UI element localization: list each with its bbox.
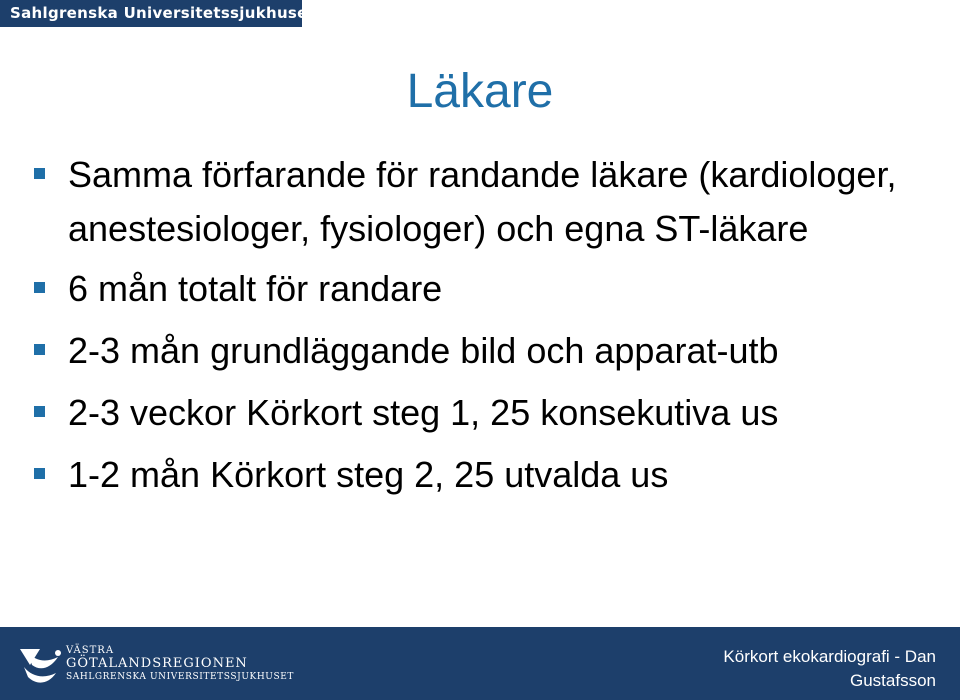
bullet-text: 2-3 veckor Körkort steg 1, 25 konsekutiva us (68, 392, 779, 433)
bullet-item (34, 148, 934, 256)
bullet-item (34, 324, 934, 378)
region-emblem-icon (18, 643, 68, 689)
slide-title: Läkare (406, 65, 554, 118)
footer-band (0, 627, 960, 700)
bullet-text: 2-3 mån grundläggande bild och apparat-utb (68, 330, 779, 371)
square-bullet-icon (34, 282, 45, 293)
square-bullet-icon (34, 468, 45, 479)
logo-line-2: GÖTALANDSREGIONEN (66, 656, 248, 671)
bullet-text: 6 mån totalt för randare (68, 268, 443, 309)
region-logo (18, 641, 295, 691)
square-bullet-icon (34, 168, 45, 179)
square-bullet-icon (34, 344, 45, 355)
logo-line-3: SAHLGRENSKA UNIVERSITETSSJUKHUSET (66, 672, 295, 682)
bullet-item (34, 262, 934, 316)
bullet-text: Samma förfarande för randande läkare (kardiologer, anestesiologer, fysiologer) och egna ST-läkare (68, 154, 897, 249)
logo-line-1: VÄSTRA (66, 645, 115, 656)
square-bullet-icon (34, 406, 45, 417)
bullet-list (34, 148, 934, 510)
bullet-text: 1-2 mån Körkort steg 2, 25 utvalda us (68, 454, 669, 495)
footer-caption: Körkort ekokardiografi - Dan Gustafsson (723, 647, 936, 690)
institution-header: Sahlgrenska Universitetssjukhuset (0, 0, 302, 27)
bullet-item (34, 386, 934, 440)
logo-wordmark (66, 645, 294, 683)
bullet-item (34, 448, 934, 502)
